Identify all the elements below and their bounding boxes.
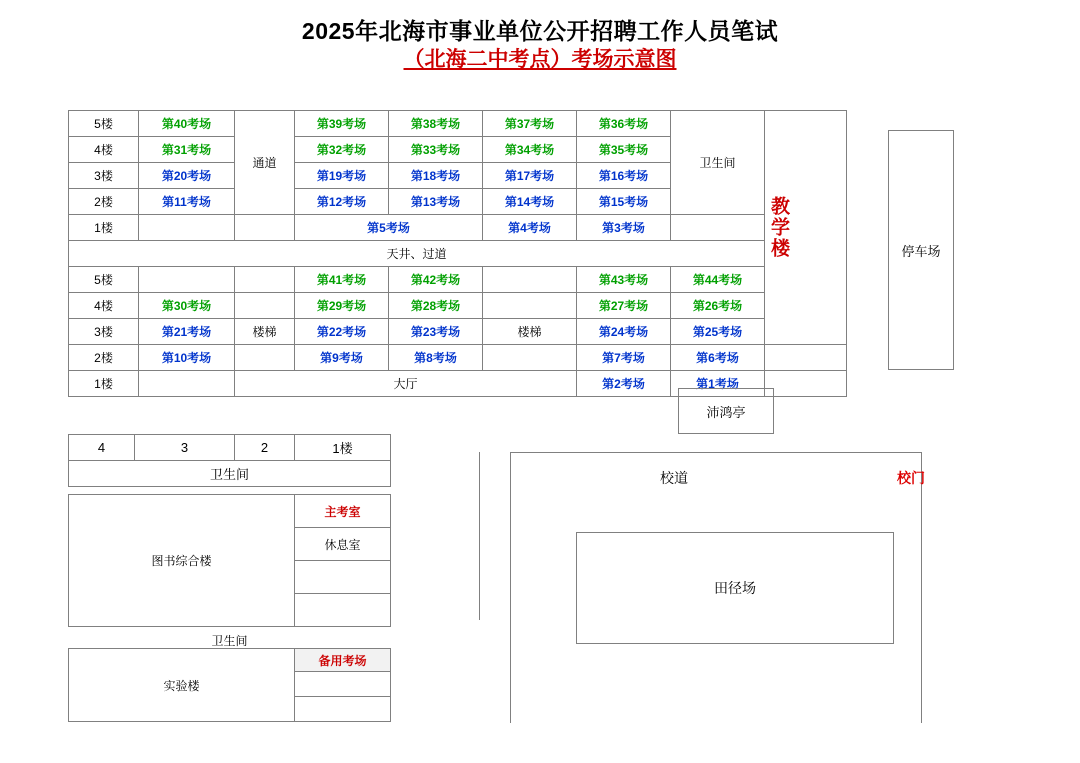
table-row [69, 435, 391, 461]
exam-room-cell: 第17考场 [483, 163, 577, 189]
table-row [69, 649, 391, 672]
exam-room-cell: 第8考场 [389, 345, 483, 371]
exam-room-cell: 第40考场 [139, 111, 235, 137]
backup-exam-room: 备用考场 [295, 649, 391, 672]
floor-label: 4楼 [69, 137, 139, 163]
stair-cell: 楼梯 [235, 319, 295, 345]
exam-room-cell: 第25考场 [671, 319, 765, 345]
library-toilet-top: 卫生间 [69, 461, 391, 487]
exam-room-cell: 第22考场 [295, 319, 389, 345]
empty-cell [235, 345, 295, 371]
exam-room-cell: 第29考场 [295, 293, 389, 319]
exam-room-cell: 第44考场 [671, 267, 765, 293]
exam-room-cell: 第7考场 [577, 345, 671, 371]
exam-room-cell: 第32考场 [295, 137, 389, 163]
campus-gate-label: 校门 [897, 470, 925, 486]
exam-room-cell: 第30考场 [139, 293, 235, 319]
exam-room-cell: 第35考场 [577, 137, 671, 163]
floor-label: 2楼 [69, 345, 139, 371]
page-title: 2025年北海市事业单位公开招聘工作人员笔试 [301, 18, 779, 44]
floor-label: 3楼 [69, 163, 139, 189]
exam-room-cell: 第24考场 [577, 319, 671, 345]
exam-room-cell: 第10考场 [139, 345, 235, 371]
lobby-cell: 大厅 [235, 371, 577, 397]
exam-room-cell: 第16考场 [577, 163, 671, 189]
lab-empty-room-1 [295, 672, 391, 697]
teaching-building-text: 教学楼 [768, 196, 789, 259]
campus-road-label: 校道 [660, 470, 688, 486]
exam-room-cell: 第28考场 [389, 293, 483, 319]
exam-room-cell: 第42考场 [389, 267, 483, 293]
exam-room-cell: 第39考场 [295, 111, 389, 137]
main-exam-room: 主考室 [295, 495, 391, 528]
table-row [69, 241, 847, 267]
exam-room-cell: 第26考场 [671, 293, 765, 319]
exam-room-cell: 第3考场 [577, 215, 671, 241]
library-toilet-bottom: 卫生间 [211, 633, 248, 648]
exam-room-cell: 第27考场 [577, 293, 671, 319]
exam-room-cell: 第19考场 [295, 163, 389, 189]
exam-room-cell: 第33考场 [389, 137, 483, 163]
pavilion-box [678, 388, 774, 434]
empty-cell [139, 267, 235, 293]
title-block [0, 16, 1080, 74]
exam-room-cell: 第21考场 [139, 319, 235, 345]
table-row [69, 461, 391, 487]
empty-cell [765, 345, 847, 371]
exam-room-cell: 第6考场 [671, 345, 765, 371]
exam-room-cell: 第9考场 [295, 345, 389, 371]
empty-cell [483, 345, 577, 371]
empty-cell [765, 371, 847, 397]
table-row [69, 345, 847, 371]
exam-room-cell: 第43考场 [577, 267, 671, 293]
library-col-1: 1楼 [295, 435, 391, 461]
library-col-2: 2 [235, 435, 295, 461]
corridor-cell: 通道 [235, 111, 295, 215]
teaching-building-diagram [68, 110, 847, 397]
exam-room-cell: 第12考场 [295, 189, 389, 215]
exam-room-cell: 第23考场 [389, 319, 483, 345]
lab-building [68, 648, 391, 722]
page-subtitle: （北海二中考点）考场示意图 [403, 48, 677, 71]
exam-room-cell: 第13考场 [389, 189, 483, 215]
exam-room-cell: 第38考场 [389, 111, 483, 137]
table-row [69, 495, 391, 528]
floor-label: 1楼 [69, 371, 139, 397]
floor-label: 5楼 [69, 267, 139, 293]
exam-room-cell: 第41考场 [295, 267, 389, 293]
floor-label: 4楼 [69, 293, 139, 319]
exam-room-cell: 第4考场 [483, 215, 577, 241]
floor-label: 3楼 [69, 319, 139, 345]
exam-room-cell: 第2考场 [577, 371, 671, 397]
exam-room-cell: 第37考场 [483, 111, 577, 137]
empty-cell [139, 371, 235, 397]
toilet-cell: 卫生间 [671, 111, 765, 215]
library-empty-room-2 [295, 594, 391, 627]
lab-name: 实验楼 [69, 649, 295, 722]
track-field-box [576, 532, 894, 644]
library-col-4: 4 [69, 435, 135, 461]
exam-room-cell: 第36考场 [577, 111, 671, 137]
table-row [69, 319, 847, 345]
table-row [69, 215, 847, 241]
exam-room-cell: 第20考场 [139, 163, 235, 189]
floor-label: 1楼 [69, 215, 139, 241]
empty-cell [235, 215, 295, 241]
stair-cell: 楼梯 [483, 319, 577, 345]
table-row [69, 293, 847, 319]
track-field-label: 田径场 [714, 580, 756, 596]
parking-lot [888, 130, 954, 370]
exam-room-cell: 第31考场 [139, 137, 235, 163]
library-col-3: 3 [135, 435, 235, 461]
empty-cell [483, 267, 577, 293]
empty-cell [139, 215, 235, 241]
table-row [69, 267, 847, 293]
exam-room-cell: 第5考场 [295, 215, 483, 241]
courtyard-cell: 天井、过道 [69, 241, 765, 267]
library-building [68, 494, 391, 653]
exam-room-cell: 第11考场 [139, 189, 235, 215]
parking-lot-label: 停车场 [901, 243, 941, 259]
teaching-building-label [765, 111, 847, 345]
library-floor-header [68, 434, 391, 487]
exam-room-cell: 第1考场 [671, 371, 765, 397]
rest-room: 休息室 [295, 528, 391, 561]
exam-room-cell: 第18考场 [389, 163, 483, 189]
library-empty-room-1 [295, 561, 391, 594]
empty-cell [235, 267, 295, 293]
pavilion-label: 沛鸿亭 [706, 404, 746, 420]
exam-room-cell: 第15考场 [577, 189, 671, 215]
exam-room-cell: 第34考场 [483, 137, 577, 163]
lab-empty-room-2 [295, 697, 391, 722]
floor-label: 2楼 [69, 189, 139, 215]
exam-room-cell: 第14考场 [483, 189, 577, 215]
floor-label: 5楼 [69, 111, 139, 137]
table-row [69, 111, 847, 137]
empty-cell [671, 215, 765, 241]
empty-cell [235, 293, 295, 319]
campus-divider [479, 452, 480, 620]
empty-cell [483, 293, 577, 319]
library-name: 图书综合楼 [69, 495, 295, 627]
